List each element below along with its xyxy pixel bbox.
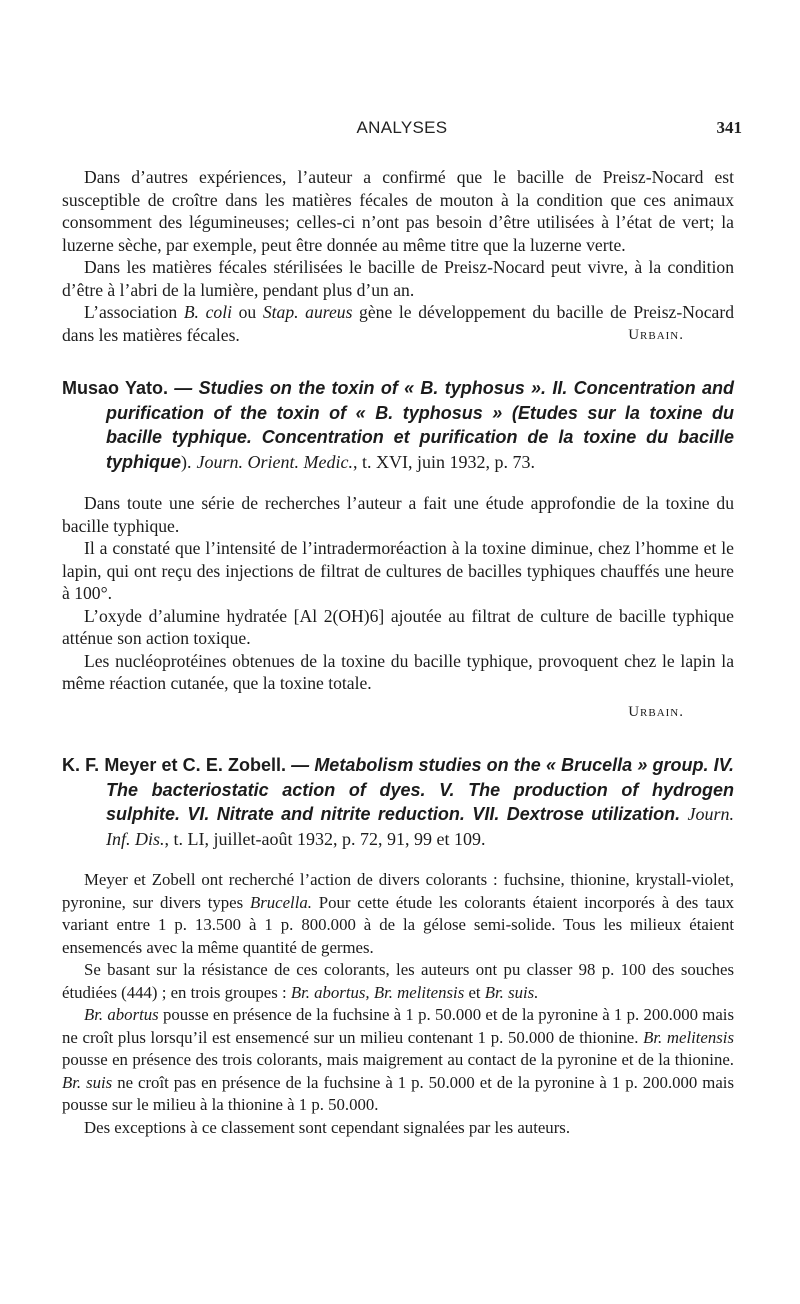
species-name: Br. abortus, Br. melitensis [290, 982, 465, 1002]
paragraph: Les nucléoprotéines obtenues de la toxine du bacille typhique, provoquent chez le lapin la même réaction cutanée, que la toxine totale. [62, 650, 734, 693]
text: pousse en présence de la fuchsine à 1 p. 50.000 et de la pyronine à 1 p. 200.000 mais ne croît plus lorsqu’il est ensemencé sur un milieu contenant 1 p. 50.000 de thionine. [62, 1005, 734, 1047]
species-name: Brucella. [249, 892, 312, 912]
section-title: ANALYSES [356, 118, 448, 137]
text: Pour cette étude les colorants étaient incorporés à des taux variant entre 1 p. 13.500 à 1 p. 800.000 à de la gélose semi-solide. Tous les milieux étaient ensemencés avec la même quantité de germes. [62, 892, 734, 957]
text: et [464, 982, 485, 1002]
paragraph [62, 959, 734, 1004]
paragraph: L’oxyde d’alumine hydratée [Al 2(OH)6] ajoutée au filtrat de culture de bacille typhique atténue son action toxique. [62, 605, 734, 648]
reference-journal [197, 452, 353, 472]
reference-entry [62, 376, 734, 474]
text: ). [181, 451, 192, 472]
species-name: Stap. aureus [262, 302, 353, 322]
reference-title: — Metabolism studies on the « Brucella » group. IV. The bacteriostatic action of dyes. V. The production of hydrogen sulphite. VI. Nitrate and nitrite reduction. VII. Dextrose utilization. [106, 755, 734, 824]
paragraph: Il a constaté que l’intensité de l’intradermoréaction à la toxine diminue, chez l’homme et le lapin, qui ont reçu des injections de filtrat de cultures de bacilles typhiques chauffés une heure à 100°. [62, 538, 734, 603]
reference-citation: , t. LI, juillet-août 1932, p. 72, 91, 99 et 109. [164, 828, 486, 849]
reference-title: — Studies on the toxin of « B. typhosus ». II. Concentration and purification of the toxin of « B. typhosus » (Etudes sur la toxine du bacille typhique. Concentration et purification de la toxine du bacille typhique [106, 378, 734, 472]
species-name: Br. abortus [84, 1005, 159, 1024]
reviewer-signature: Urbain. [628, 326, 684, 343]
page-number: 341 [716, 118, 742, 137]
paragraph [62, 869, 734, 959]
paragraph: Dans d’autres expériences, l’auteur a confirmé que le bacille de Preisz-Nocard est susceptible de croître dans les matières fécales de mouton à la condition que ces animaux consomment des légumineuses; celles-ci n’ont pas besoin d’être utilisées à l’état de vert; la luzerne sèche, par exemple, peut être donnée au même titre que la luzerne verte. [62, 167, 734, 255]
paragraph: Des exceptions à ce classement sont cependant signalées par les auteurs. [84, 1117, 571, 1137]
text: pousse en présence des trois colorants, mais maigrement au contact de la pyronine et de la thionine. [62, 1050, 734, 1069]
species-name: Br. melitensis [643, 1027, 734, 1047]
text: Se basant sur la résistance de ces colorants, les auteurs ont pu classer 98 p. 100 des souches étudiées (444) ; en trois groupes : [62, 960, 734, 1002]
text: L’association [84, 302, 184, 322]
reference-citation: , t. XVI, juin 1932, p. 73. [352, 451, 535, 472]
paragraph [62, 1004, 734, 1117]
text: ne croît pas en présence de la fuchsine à 1 p. 50.000 et de la pyronine à 1 p. 200.000 mais pousse sur le milieu à la thionine à 1 p. 50.000. [62, 1072, 734, 1114]
reference-entry [62, 753, 734, 851]
section-body [62, 869, 734, 1139]
species-name: B. coli [183, 302, 232, 322]
species-name: Br. suis [62, 1072, 113, 1092]
reference-author: Musao Yato. [62, 378, 168, 398]
text: Meyer et Zobell ont recherché l’action de divers colorants : fuchsine, thionine, krystall-violet, pyronine, sur divers types [62, 870, 734, 912]
text: gène le développement du bacille de Preisz-Nocard dans les matières fécales. [62, 302, 734, 345]
paragraph: Dans toute une série de recherches l’auteur a fait une étude approfondie de la toxine du bacille typhique. [62, 493, 734, 536]
species-name: Br. suis. [484, 982, 539, 1002]
journal-name: Journ. Inf. Dis. [106, 804, 734, 849]
paragraph: Dans les matières fécales stérilisées le bacille de Preisz-Nocard peut vivre, à la condition d’être à l’abri de la lumière, pendant plus d’un an. [62, 257, 734, 300]
running-header [62, 118, 742, 144]
journal-name: Journ. Orient. Medic. [196, 451, 353, 472]
reviewer-signature: Urbain. [628, 703, 684, 720]
page-body [62, 166, 734, 1139]
reference-author: K. F. Meyer et C. E. Zobell. [62, 755, 286, 775]
text: ou [231, 302, 263, 322]
